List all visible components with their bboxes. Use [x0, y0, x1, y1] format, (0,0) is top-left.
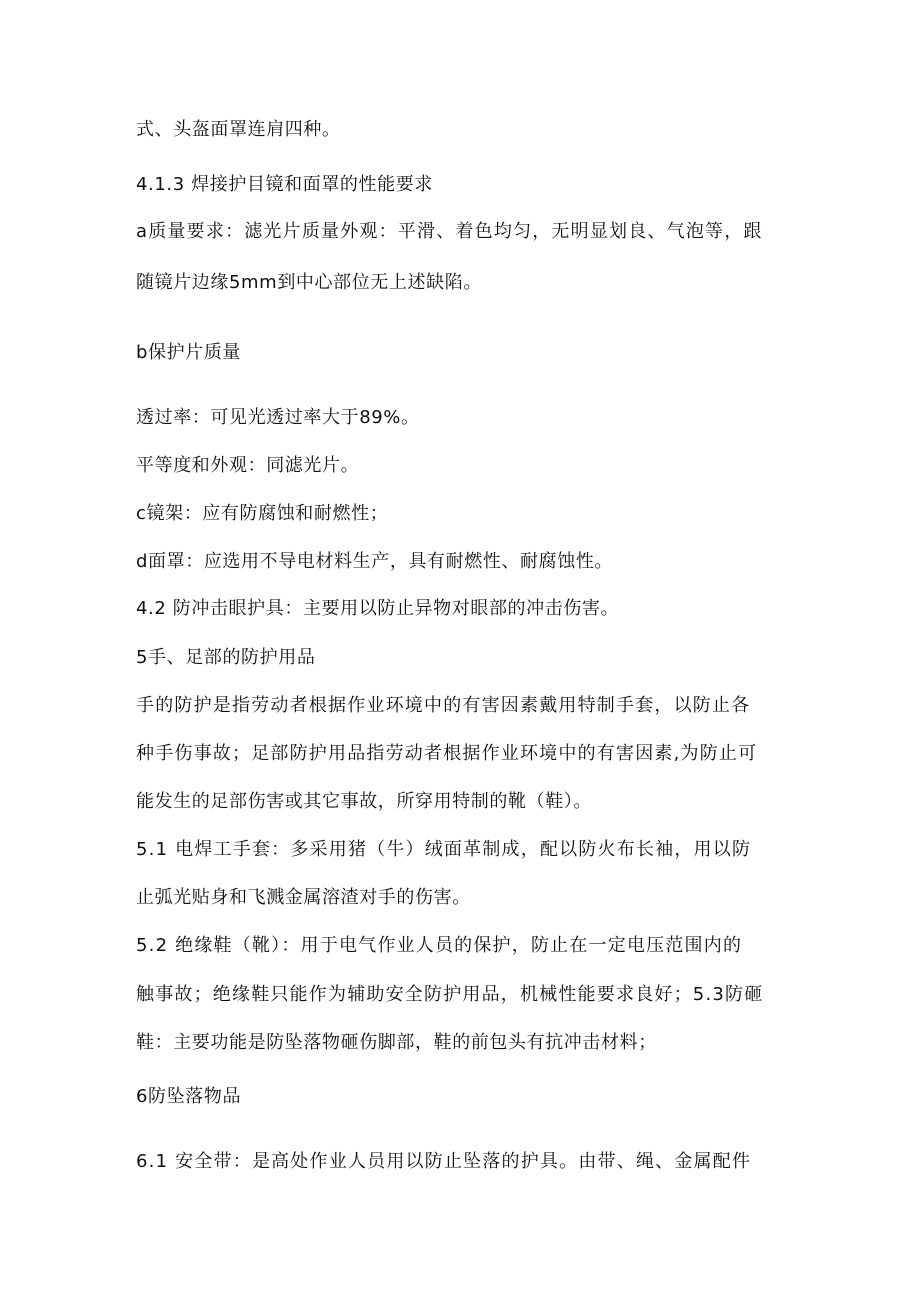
text-line-8: c镜架：应有防腐蚀和耐燃性；	[136, 503, 389, 524]
section-5-1: 5.1 电焊工手套：多采用猪（牛）绒面革制成，配以防火布长袖，用以防	[136, 839, 752, 860]
text-line-7: 平等度和外观：同滤光片。	[136, 455, 360, 476]
sub-heading-b: b保护片质量	[136, 342, 242, 363]
text-line-1: 式、头盔面罩连肩四种。	[136, 119, 341, 140]
text-line-6: 透过率：可见光透过率大于89%。	[136, 407, 420, 428]
section-heading-5: 5手、足部的防护用品	[136, 647, 316, 668]
text-line-18: 触事故；绝缘鞋只能作为辅助安全防护用品，机械性能要求良好；5.3防砸	[136, 984, 764, 1005]
text-line-16: 止弧光贴身和飞溅金属溶渣对手的伤害。	[136, 887, 471, 908]
section-heading-4-2: 4.2 防冲击眼护具：主要用以防止异物对眼部的冲击伤害。	[136, 598, 620, 619]
text-line-9: d面罩：应选用不导电材料生产，具有耐燃性、耐腐蚀性。	[136, 551, 614, 572]
text-line-19: 鞋：主要功能是防坠落物砸伤脚部，鞋的前包头有抗冲击材料；	[136, 1032, 657, 1053]
section-heading-4-1-3: 4.1.3 焊接护目镜和面罩的性能要求	[136, 174, 433, 195]
text-line-4: 随镜片边缘5mm到中心部位无上述缺陷。	[136, 272, 482, 293]
section-6-1: 6.1 安全带：是高处作业人员用以防止坠落的护具。由带、绳、金属配件	[136, 1151, 752, 1172]
text-line-14: 能发生的足部伤害或其它事故，所穿用特制的靴（鞋）。	[136, 791, 592, 812]
text-line-3: a质量要求：滤光片质量外观：平滑、着色均匀，无明显划良、气泡等，跟	[136, 221, 763, 242]
section-5-2: 5.2 绝缘鞋（靴）：用于电气作业人员的保护，防止在一定电压范围内的	[136, 935, 743, 956]
text-line-12: 手的防护是指劳动者根据作业环境中的有害因素戴用特制手套，以防止各	[136, 695, 751, 716]
text-line-13: 种手伤事故；足部防护用品指劳动者根据作业环境中的有害因素,为防止可	[136, 743, 758, 764]
section-heading-6: 6防坠落物品	[136, 1086, 242, 1107]
